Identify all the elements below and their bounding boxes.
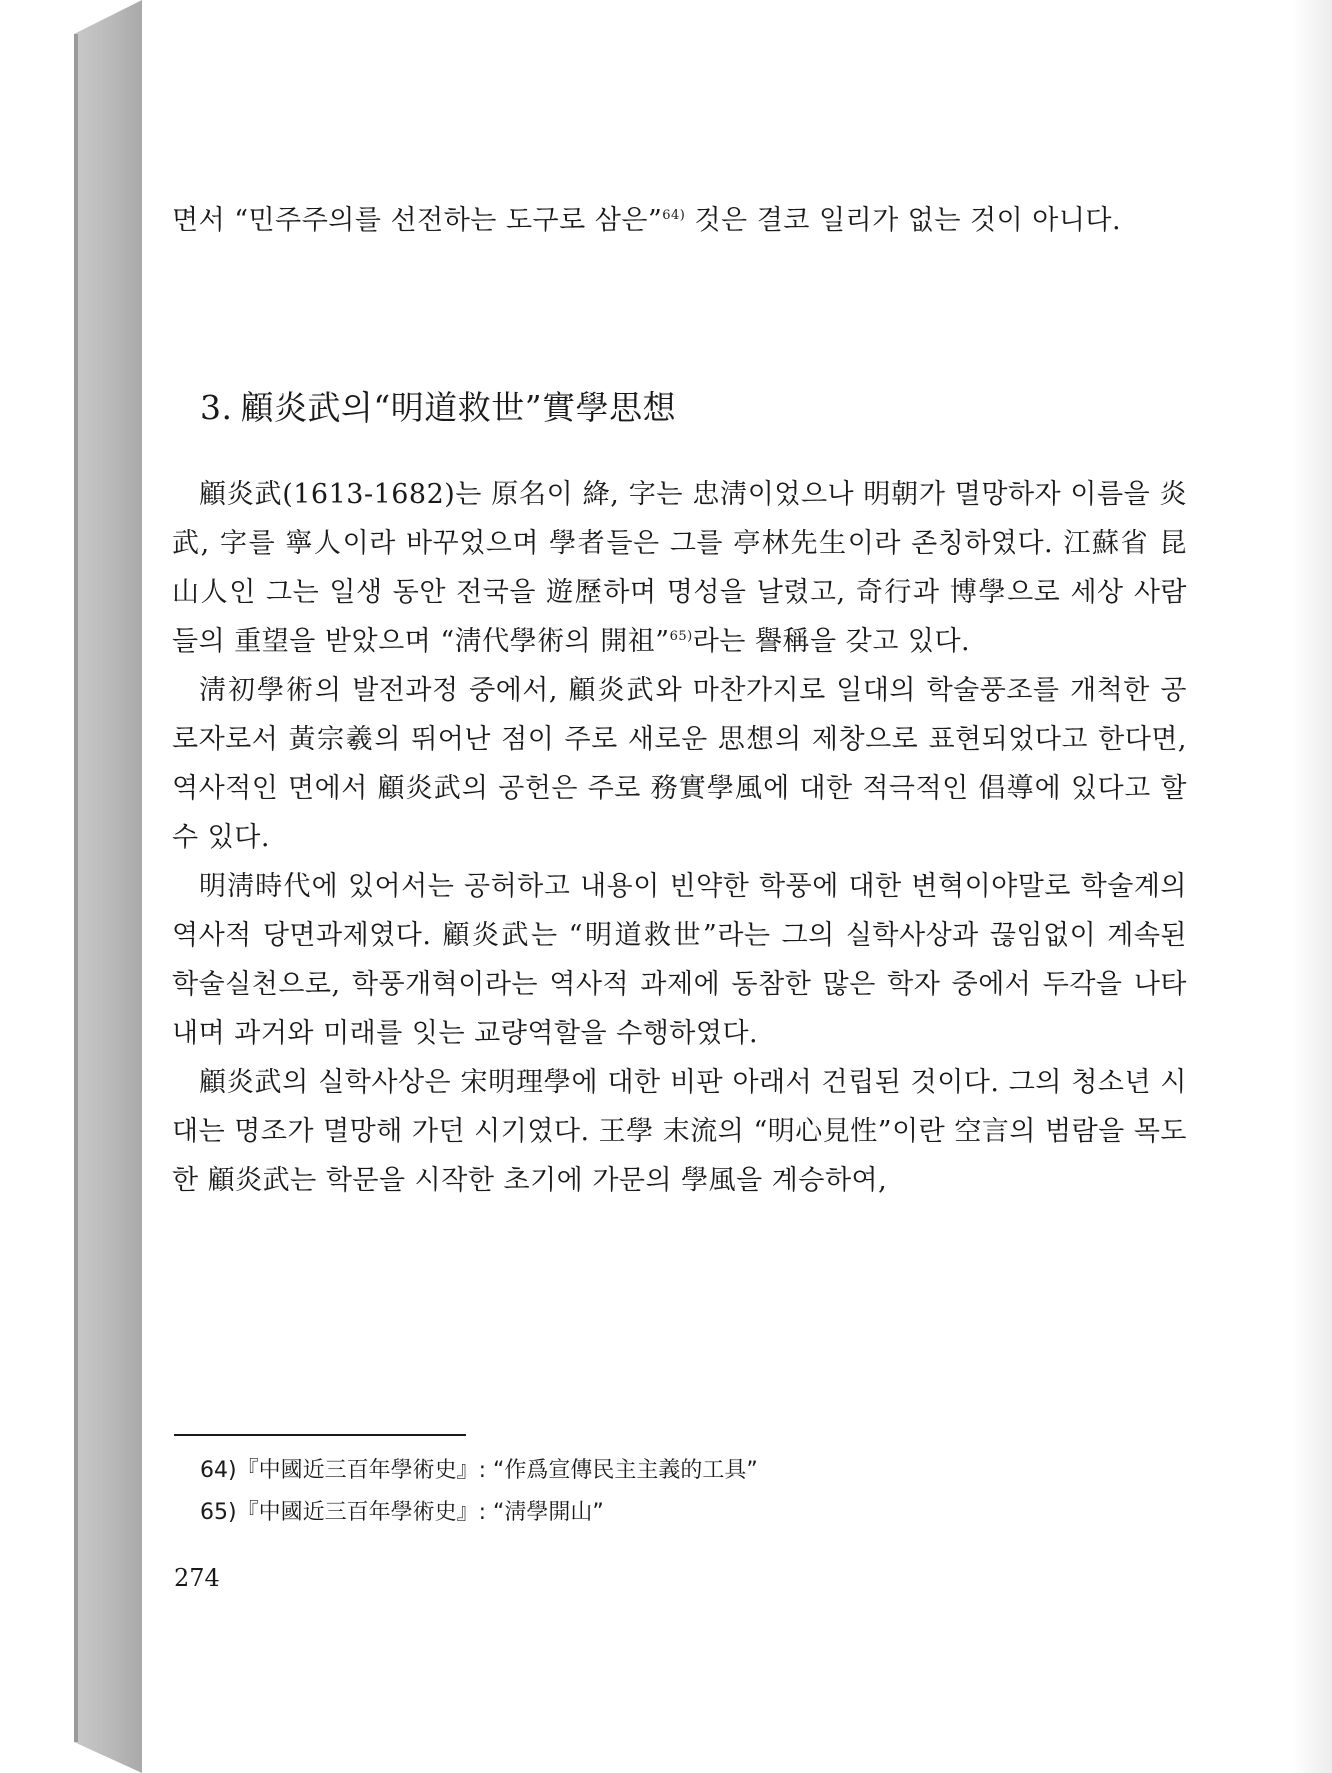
paragraph-text: 顧炎武의 실학사상은 宋明理學에 대한 비판 아래서 건립된 것이다. 그의 청소년 시대는 명조가 멸망해 가던 시기였다. 王學 末流의 “明心見性”이란 空言의 범람을 목도한 顧炎武는 학문을 시작한 초기에 가문의 學風을 계승하여,: [172, 1067, 1187, 1196]
section-title: 顧炎武의“明道救世”實學思想: [240, 388, 677, 427]
paragraph-text: 것은 결코 일리가 없는 것이 아니다.: [685, 205, 1122, 236]
paragraph-text: 라는 譽稱을 갖고 있다.: [692, 626, 971, 657]
paragraph-continued: [172, 196, 1187, 245]
paragraph-text: 면서 “민주주의를 선전하는 도구로 삼은”: [172, 205, 663, 236]
paragraph: [172, 666, 1187, 862]
footnote-marker: 65): [669, 629, 693, 644]
lead-paragraph: [172, 196, 1187, 245]
footnote-item: 65)『中國近三百年學術史』: “淸學開山”: [200, 1500, 604, 1525]
footnote-divider: [174, 1434, 466, 1436]
paragraph: [172, 1058, 1187, 1205]
section-number: 3.: [200, 388, 233, 427]
paragraph-text: 明淸時代에 있어서는 공허하고 내용이 빈약한 학풍에 대한 변혁이야말로 학술계의 역사적 당면과제였다. 顧炎武는 “明道救世”라는 그의 실학사상과 끊임없이 계속된 학술실천으로, 학풍개혁이라는 역사적 과제에 동참한 많은 학자 중에서 두각을 나타내며 과거와 미래를 잇는 교량역할을 수행하였다.: [172, 871, 1187, 1049]
page-number: 274: [174, 1564, 220, 1592]
paragraph: [172, 862, 1187, 1058]
paragraph-text: 顧炎武(1613-1682)는 原名이 絳, 字는 忠淸이었으나 明朝가 멸망하자 이름을 炎武, 字를 寧人이라 바꾸었으며 學者들은 그를 亭林先生이라 존칭하였다. 江蘇省 昆山人인 그는 일생 동안 전국을 遊歷하며 명성을 날렸고, 奇行과 博學으로 세상 사람들의 重望을 받았으며 “淸代學術의 開祖”: [172, 479, 1187, 657]
section-heading: [200, 382, 676, 429]
footnote-marker: 64): [662, 208, 686, 223]
paragraph-text: 淸初學術의 발전과정 중에서, 顧炎武와 마찬가지로 일대의 학술풍조를 개척한 공로자로서 黃宗羲의 뛰어난 점이 주로 새로운 思想의 제창으로 표현되었다고 한다면, 역사적인 면에서 顧炎武의 공헌은 주로 務實學風에 대한 적극적인 倡導에 있다고 할 수 있다.: [172, 675, 1187, 853]
book-spine: [0, 0, 142, 1773]
page-edge-shadow: [1292, 0, 1332, 1773]
body-text: [172, 470, 1187, 1205]
footnotes: [200, 1450, 758, 1534]
footnote-item: 64)『中國近三百年學術史』: “作爲宣傳民主主義的工具”: [200, 1458, 758, 1483]
paragraph: [172, 470, 1187, 666]
